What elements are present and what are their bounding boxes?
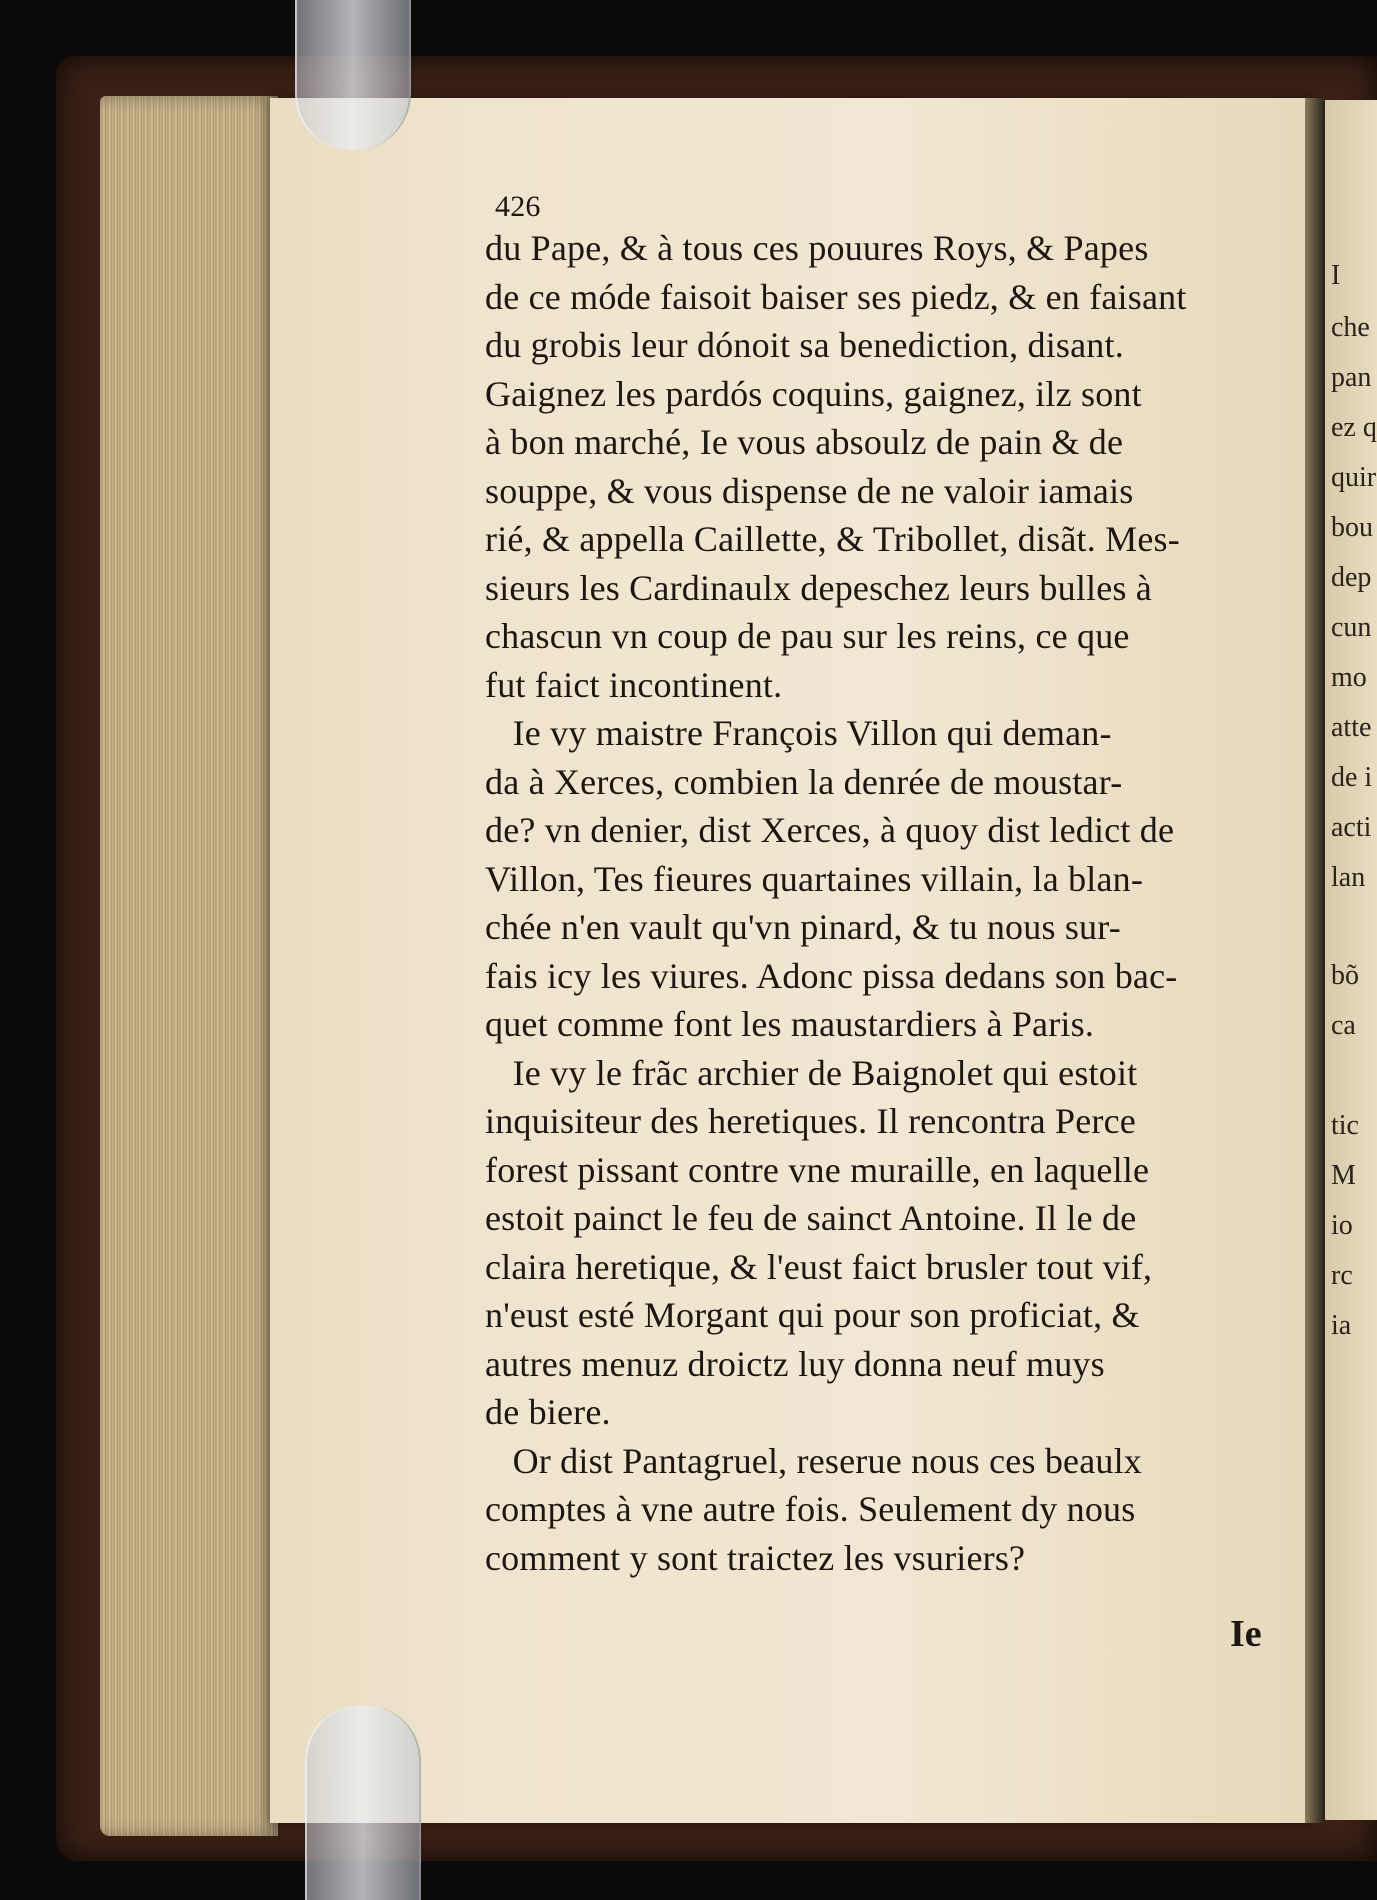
text-line: du Pape, & à tous ces pouures Roys, & Papes [485,228,1149,268]
text-line: de ce móde faisoit baiser ses piedz, & en faisant [485,276,1187,317]
text-line: n'eust esté Morgant qui pour son proficiat, & [485,1295,1140,1335]
page-number: 426 [495,190,541,223]
text-line: chée n'en vault qu'vn pinard, & tu nous sur- [485,907,1121,947]
facing-fragment: bou [1331,512,1373,543]
text-line: du grobis leur dónoit sa benediction, disant. [485,325,1124,365]
facing-fragment: che [1331,312,1370,343]
text-line: Ie vy le frãc archier de Baignolet qui estoit [485,1052,1138,1093]
text-line: chascun vn coup de pau sur les reins, ce que [485,616,1130,656]
text-line: fais icy les viures. Adonc pissa dedans son bac- [485,955,1178,996]
facing-fragment: io [1331,1210,1353,1241]
facing-fragment: I [1331,260,1341,291]
text-line: souppe, & vous dispense de ne valoir iamais [485,470,1134,511]
catchword: Ie [1230,1613,1262,1655]
facing-fragment: lan [1331,862,1366,893]
facing-fragment: de i [1331,762,1373,793]
facing-fragment: mo [1331,662,1367,693]
facing-fragment: ca [1331,1010,1356,1041]
facing-fragment: cun [1331,612,1372,643]
page-clip-top [295,0,411,150]
text-line: de biere. [485,1392,611,1432]
text-line: quet comme font les maustardiers à Paris. [485,1004,1095,1044]
page-clip-bottom [305,1705,421,1900]
book-gutter [1305,98,1325,1823]
text-line: sieurs les Cardinaulx depeschez leurs bulles à [485,567,1152,608]
text-line: rié, & appella Caillette, & Tribollet, disãt. Mes- [485,519,1180,559]
text-line: de? vn denier, dist Xerces, à quoy dist ledict de [485,810,1175,850]
text-line: autres menuz droictz luy donna neuf muys [485,1343,1105,1384]
facing-fragment: acti [1331,812,1372,843]
text-line: comptes à vne autre fois. Seulement dy nous [485,1489,1136,1529]
facing-fragment: pan [1331,362,1372,393]
text-line: da à Xerces, combien la denrée de moustar- [485,761,1123,802]
facing-fragment: bõ [1331,960,1359,991]
facing-fragment: M [1331,1160,1356,1191]
text-line: Ie vy maistre François Villon qui deman- [485,713,1112,753]
text-line: estoit painct le feu de sainct Antoine. Il le de [485,1198,1137,1238]
facing-fragment: rc [1331,1260,1353,1291]
facing-fragment: quir [1331,462,1377,493]
text-line: fut faict incontinent. [485,664,783,705]
facing-page-edge [1325,100,1377,1820]
facing-fragment: atte [1331,712,1372,743]
text-line: à bon marché, Ie vous absoulz de pain & de [485,422,1124,462]
facing-fragment: dep [1331,562,1372,593]
text-line: Or dist Pantagruel, reserue nous ces beaulx [485,1440,1143,1481]
text-line: claira heretique, & l'eust faict brusler tout vif, [485,1246,1153,1287]
text-line: forest pissant contre vne muraille, en laquelle [485,1149,1150,1190]
facing-fragment: ez q [1331,412,1377,443]
text-line: comment y sont traictez les vsuriers? [485,1537,1026,1578]
page-text [485,190,1265,1582]
text-line: Villon, Tes fieures quartaines villain, la blan- [485,858,1144,899]
text-line: Gaignez les pardós coquins, gaignez, ilz sont [485,373,1142,414]
facing-fragment: ia [1331,1310,1352,1341]
text-line: inquisiteur des heretiques. Il rencontra Perce [485,1101,1136,1141]
facing-fragment: tic [1331,1110,1359,1141]
book-fore-edge [100,96,278,1836]
